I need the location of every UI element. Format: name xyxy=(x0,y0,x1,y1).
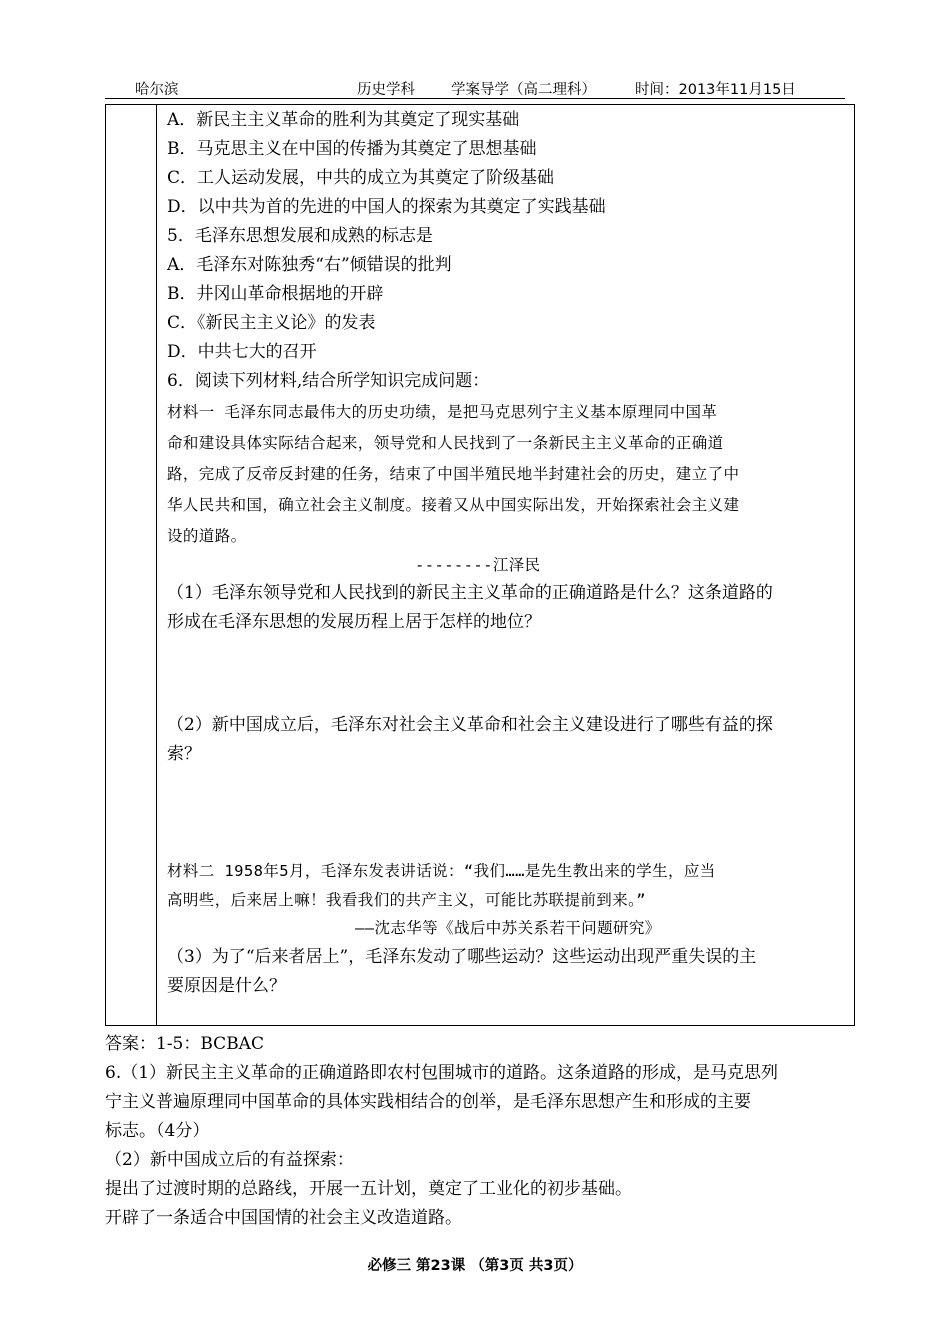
option-4b: B．马克思主义在中国的传播为其奠定了思想基础 xyxy=(167,139,537,159)
answer-line: 6.（1）新民主主义革命的正确道路即农村包围城市的道路。这条道路的形成，是马克思列 xyxy=(105,1063,779,1083)
option-5b: B．井冈山革命根据地的开辟 xyxy=(167,284,384,304)
material2-line: 高明些，后来居上嘛！我看我们的共产主义，可能比苏联提前到来。” xyxy=(167,891,646,909)
page-header xyxy=(105,76,845,99)
option-5a: A．毛泽东对陈独秀“右”倾错误的批判 xyxy=(167,255,452,275)
material1-line: 路，完成了反帝反封建的任务，结束了中国半殖民地半封建社会的历史，建立了中 xyxy=(167,465,740,483)
material1-line: 材料一 毛泽东同志最伟大的历史功绩，是把马克思列宁主义基本原理同中国革 xyxy=(167,403,718,421)
material1-line: 命和建设具体实际结合起来，领导党和人民找到了一条新民主主义革命的正确道 xyxy=(167,434,724,452)
option-4c: C．工人运动发展，中共的成立为其奠定了阶级基础 xyxy=(167,168,555,188)
question-6-2: （2）新中国成立后，毛泽东对社会主义革命和社会主义建设进行了哪些有益的探 xyxy=(167,715,773,735)
question-6: 6．阅读下列材料,结合所学知识完成问题： xyxy=(167,371,490,391)
answer-line: 标志。（4分） xyxy=(105,1121,210,1141)
header-guide: 学案导学（高二理科） xyxy=(451,82,596,98)
material2-source: ——沈志华等《战后中苏关系若干问题研究》 xyxy=(355,919,661,937)
question-6-1: （1）毛泽东领导党和人民找到的新民主主义革命的正确道路是什么？这条道路的 xyxy=(167,583,773,603)
question-6-2: 索？ xyxy=(167,744,201,764)
answer-line: 开辟了一条适合中国国情的社会主义改造道路。 xyxy=(105,1208,462,1228)
question-6-3: 要原因是什么？ xyxy=(167,976,286,996)
header-subject: 历史学科 xyxy=(357,82,415,98)
material1-line: 华人民共和国，确立社会主义制度。接着又从中国实际出发，开始探索社会主义建 xyxy=(167,496,740,514)
page-footer: 必修三 第23课 （第3页 共3页） xyxy=(367,1258,583,1274)
option-5d: D．中共七大的召开 xyxy=(167,342,317,362)
material1-source: --------江泽民 xyxy=(415,556,541,574)
option-5c: C．《新民主主义论》的发表 xyxy=(167,313,376,333)
answer-line: 提出了过渡时期的总路线，开展一五计划，奠定了工业化的初步基础。 xyxy=(105,1179,632,1199)
answer-line: 宁主义普遍原理同中国革命的具体实践相结合的创举，是毛泽东思想产生和形成的主要 xyxy=(105,1092,751,1112)
answer-line: 答案：1-5：BCBAC xyxy=(105,1034,264,1054)
question-6-3: （3）为了“后来者居上”，毛泽东发动了哪些运动？这些运动出现严重失误的主 xyxy=(167,947,757,967)
option-4d: D．以中共为首的先进的中国人的探索为其奠定了实践基础 xyxy=(167,197,606,217)
option-4a: A．新民主主义革命的胜利为其奠定了现实基础 xyxy=(167,110,520,130)
table-left-column-divider xyxy=(156,105,157,1025)
material1-line: 设的道路。 xyxy=(167,527,247,545)
question-6-1: 形成在毛泽东思想的发展历程上居于怎样的地位？ xyxy=(167,612,541,632)
answer-line: （2）新中国成立后的有益探索： xyxy=(105,1150,354,1170)
header-city: 哈尔滨 xyxy=(135,82,179,98)
header-time: 时间：2013年11月15日 xyxy=(635,82,796,98)
question-5: 5．毛泽东思想发展和成熟的标志是 xyxy=(167,226,433,246)
material2-line: 材料二 1958年5月，毛泽东发表讲话说：“我们……是先生教出来的学生，应当 xyxy=(167,862,716,880)
